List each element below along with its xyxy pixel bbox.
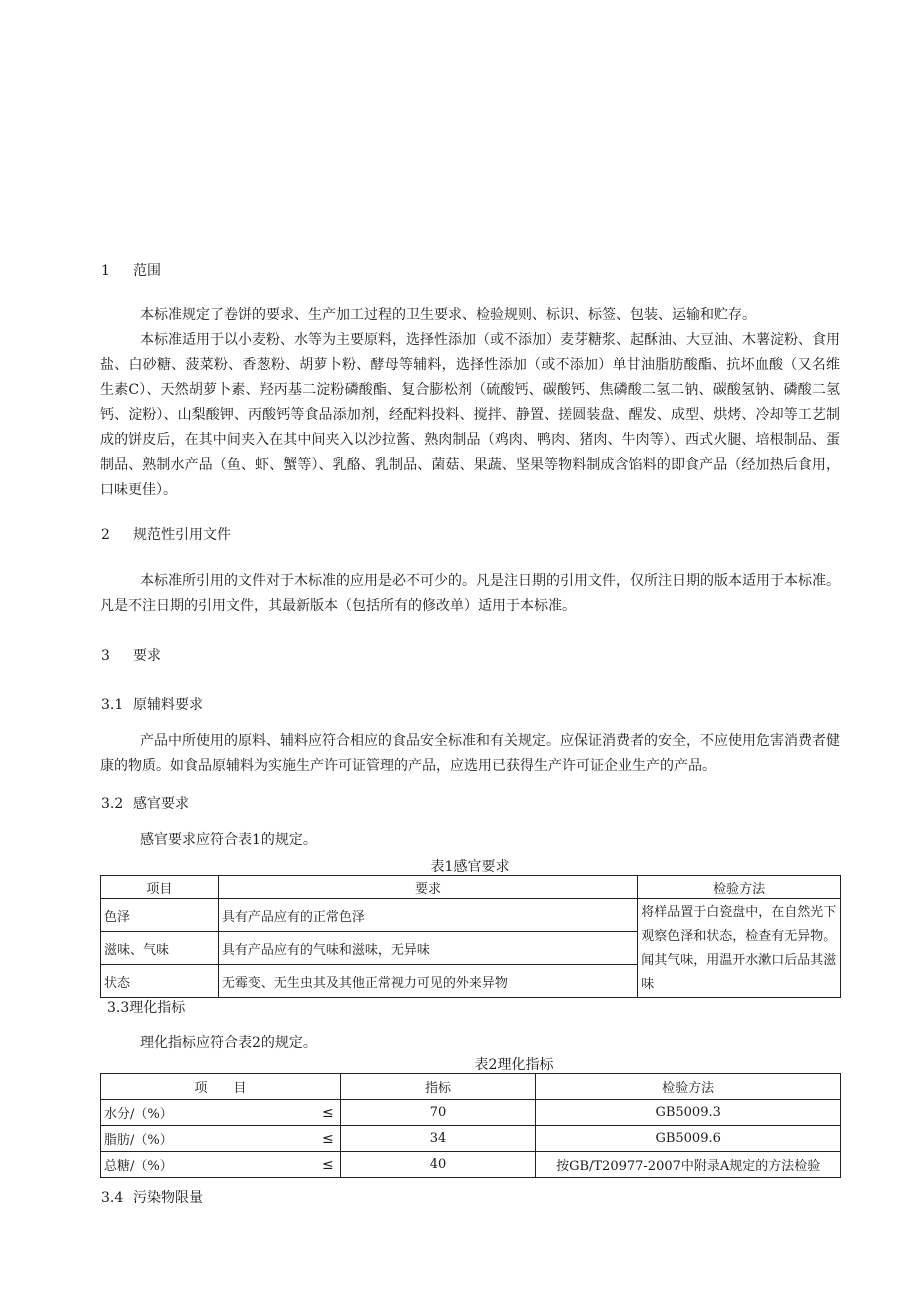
references-paragraph: 本标准所引用的文件对于木标准的应用是必不可少的。凡是注日期的引用文件，仅所注日期的版本适用于本标准。凡是不注日期的引用文件，其最新版本（包括所有的修改单）适用于本标准。 <box>100 573 840 614</box>
heading-title: 原辅料要求 <box>133 697 203 713</box>
heading-number: 1 <box>101 263 110 279</box>
heading-3-requirements <box>101 647 161 665</box>
sensory-table <box>100 875 841 998</box>
table-row <box>101 899 841 932</box>
requirement-cell: 无霉变、无生虫其及其他正常视力可见的外来异物 <box>218 965 637 998</box>
item-cell: 滋味、气味 <box>101 932 219 965</box>
heading-3-4-contaminants <box>101 1189 203 1207</box>
heading-2-references <box>101 526 231 544</box>
heading-3-2-sensory <box>101 795 189 813</box>
method-cell: GB5009.6 <box>536 1126 841 1152</box>
table-row <box>101 1126 841 1152</box>
value-cell: 40 <box>340 1152 536 1178</box>
heading-title: 要求 <box>133 648 161 664</box>
heading-number: 3.4 <box>101 1190 124 1206</box>
table-header-row <box>101 876 841 899</box>
heading-number: 3.1 <box>101 697 124 713</box>
heading-title: 污染物限量 <box>133 1190 203 1206</box>
value-cell: 70 <box>340 1100 536 1126</box>
header-value: 指标 <box>340 1074 536 1100</box>
heading-title: 范围 <box>133 263 161 279</box>
less-equal-symbol: ≤ <box>300 1100 340 1126</box>
materials-paragraph: 产品中所使用的原料、辅料应符合相应的食品安全标准和有关规定。应保证消费者的安全，不应使用危害消费者健康的物质。如食品原辅料为实施生产许可证管理的产品，应选用已获得生产许可证企业生产的产品。 <box>100 733 840 774</box>
requirement-cell: 具有产品应有的气味和滋味，无异味 <box>218 932 637 965</box>
item-cell: 水分/（%） <box>101 1100 301 1126</box>
header-item: 项 目 <box>101 1074 341 1100</box>
heading-number: 3.2 <box>101 796 124 812</box>
header-method: 检验方法 <box>638 876 841 899</box>
method-cell: GB5009.3 <box>536 1100 841 1126</box>
requirement-cell: 具有产品应有的正常色泽 <box>218 899 637 932</box>
heading-number: 3 <box>101 648 110 664</box>
header-requirement: 要求 <box>218 876 637 899</box>
heading-title: 规范性引用文件 <box>133 527 231 543</box>
heading-3-1-materials <box>101 696 203 714</box>
scope-paragraph-1: 本标准规定了卷饼的要求、生产加工过程的卫生要求、检验规则、标识、标签、包装、运输和贮存。 <box>140 307 756 323</box>
heading-number: 2 <box>101 527 110 543</box>
item-cell: 脂肪/（%） <box>101 1126 301 1152</box>
value-cell: 34 <box>340 1126 536 1152</box>
item-cell: 总糖/（%） <box>101 1152 301 1178</box>
physchem-table <box>100 1073 841 1178</box>
item-cell: 色泽 <box>101 899 219 932</box>
heading-title: 感官要求 <box>133 796 189 812</box>
less-equal-symbol: ≤ <box>300 1126 340 1152</box>
table1-caption: 表1感官要求 <box>430 859 510 875</box>
physchem-paragraph: 理化指标应符合表2的规定。 <box>140 1035 317 1051</box>
table-row <box>101 1152 841 1178</box>
table-row <box>101 1100 841 1126</box>
method-cell: 将样品置于白瓷盘中，在自然光下观察色泽和状态，检查有无异物。闻其气味，用温开水漱口后品其滋味 <box>638 899 841 998</box>
method-cell: 按GB/T20977-2007中附录A规定的方法检验 <box>536 1152 841 1178</box>
header-method: 检验方法 <box>536 1074 841 1100</box>
heading-3-3-physchem: 3.3理化指标 <box>107 1000 186 1016</box>
table2-caption: 表2理化指标 <box>474 1057 554 1073</box>
header-item: 项目 <box>101 876 219 899</box>
table-header-row <box>101 1074 841 1100</box>
scope-paragraph-2: 本标准适用于以小麦粉、水等为主要原料，选择性添加（或不添加）麦芽糖浆、起酥油、大豆油、木薯淀粉、食用盐、白砂糖、菠菜粉、香葱粉、胡萝卜粉、酵母等辅料，选择性添加（或不添加）单甘油脂肪酸酯、抗坏血酸（又名维生素C）、天然胡萝卜素、羟丙基二淀粉磷酸酯、复合膨松剂（硫酸钙、碳酸钙、焦磷酸二氢二钠、碳酸氢钠、磷酸二氢钙、淀粉）、山梨酸钾、丙酸钙等食品添加剂，经配料投料、搅拌、静置、搓圆装盘、醒发、成型、烘烤、冷却等工艺制成的饼皮后，在其中间夹入在其中间夹入以沙拉酱、熟肉制品（鸡肉、鸭肉、猪肉、牛肉等）、西式火腿、培根制品、蛋制品、熟制水产品（鱼、虾、蟹等）、乳酪、乳制品、菌菇、果蔬、坚果等物料制成含馅料的即食产品（经加热后食用，口味更佳）。 <box>100 332 840 498</box>
item-cell: 状态 <box>101 965 219 998</box>
sensory-paragraph: 感官要求应符合表1的规定。 <box>140 832 317 848</box>
heading-1-scope <box>101 262 161 280</box>
less-equal-symbol: ≤ <box>300 1152 340 1178</box>
